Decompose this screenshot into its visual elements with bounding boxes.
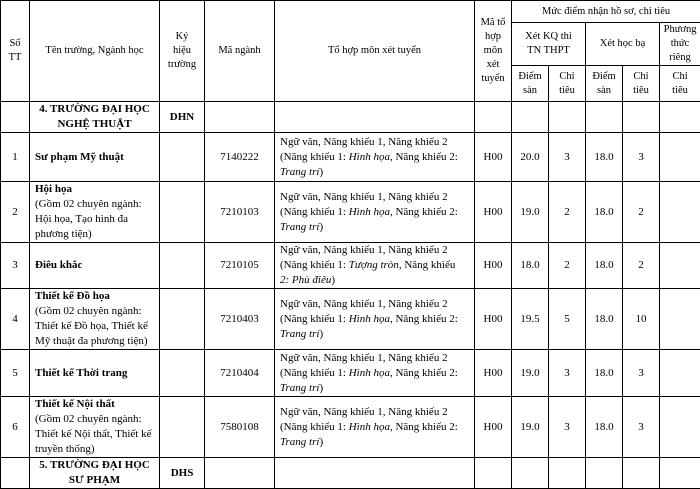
row-ma-to-hop: H00 bbox=[475, 350, 512, 397]
header-diem-san-hb: Điểm sàn bbox=[586, 66, 623, 102]
row-ma-to-hop: H00 bbox=[475, 397, 512, 458]
header-row-1 bbox=[1, 1, 700, 23]
row-to-hop: Ngữ văn, Năng khiếu 1, Năng khiếu 2 (Năng khiếu 1: Hình họa, Năng khiếu 2: Trang trí) bbox=[275, 182, 475, 243]
row-rieng bbox=[660, 289, 700, 350]
row-name: Thiết kế Thời trang bbox=[30, 350, 160, 397]
row-diem-hb: 18.0 bbox=[586, 350, 623, 397]
row-ma-to-hop: H00 bbox=[475, 133, 512, 182]
header-muc-diem: Mức điểm nhận hồ sơ, chỉ tiêu bbox=[512, 1, 700, 23]
row-ct-thpt: 3 bbox=[549, 397, 586, 458]
row-diem-hb: 18.0 bbox=[586, 397, 623, 458]
row-diem-hb: 18.0 bbox=[586, 133, 623, 182]
row-rieng bbox=[660, 243, 700, 289]
section-name: 4. TRƯỜNG ĐẠI HỌC NGHỆ THUẬT bbox=[30, 102, 160, 133]
row-ma-to-hop: H00 bbox=[475, 243, 512, 289]
row-diem-thpt: 19.0 bbox=[512, 350, 549, 397]
row-to-hop: Ngữ văn, Năng khiếu 1, Năng khiếu 2 (Năng khiếu 1: Hình họa, Năng khiếu 2: Trang trí) bbox=[275, 133, 475, 182]
header-to-hop: Tổ hợp môn xét tuyển bbox=[275, 1, 475, 102]
row-name: Thiết kế Nội thất (Gồm 02 chuyên ngành: Thiết kế Nội thất, Thiết kế truyền thống) bbox=[30, 397, 160, 458]
row-diem-thpt: 19.0 bbox=[512, 182, 549, 243]
table-row bbox=[1, 182, 700, 243]
row-stt: 3 bbox=[1, 243, 30, 289]
table-row bbox=[1, 289, 700, 350]
row-ct-thpt: 2 bbox=[549, 243, 586, 289]
row-name: Thiết kế Đồ họa (Gồm 02 chuyên ngành: Thiết kế Đồ họa, Thiết kế Mỹ thuật đa phương tiện) bbox=[30, 289, 160, 350]
row-rieng bbox=[660, 133, 700, 182]
row-diem-thpt: 20.0 bbox=[512, 133, 549, 182]
row-ct-hb: 10 bbox=[623, 289, 660, 350]
header-diem-san-thpt: Điểm sàn bbox=[512, 66, 549, 102]
row-ct-thpt: 5 bbox=[549, 289, 586, 350]
row-name: Hội họa (Gồm 02 chuyên ngành: Hội họa, Tạo hình đa phương tiện) bbox=[30, 182, 160, 243]
row-rieng bbox=[660, 397, 700, 458]
section-name: 5. TRƯỜNG ĐẠI HỌC SƯ PHẠM bbox=[30, 458, 160, 489]
header-ma-nganh: Mã ngành bbox=[205, 1, 275, 102]
row-ma-nganh: 7210403 bbox=[205, 289, 275, 350]
table-row bbox=[1, 350, 700, 397]
row-diem-thpt: 18.0 bbox=[512, 243, 549, 289]
section-code: DHN bbox=[160, 102, 205, 133]
header-ma-to-hop: Mã tổ hợp môn xét tuyển bbox=[475, 1, 512, 102]
row-ct-thpt: 3 bbox=[549, 133, 586, 182]
row-ma-to-hop: H00 bbox=[475, 182, 512, 243]
row-name: Sư phạm Mỹ thuật bbox=[30, 133, 160, 182]
row-diem-hb: 18.0 bbox=[586, 243, 623, 289]
section-row bbox=[1, 458, 700, 489]
row-ct-hb: 3 bbox=[623, 350, 660, 397]
row-diem-hb: 18.0 bbox=[586, 182, 623, 243]
header-stt: Số TT bbox=[1, 1, 30, 102]
header-xet-hoc-ba: Xét học bạ bbox=[586, 23, 660, 66]
row-to-hop: Ngữ văn, Năng khiếu 1, Năng khiếu 2 (Năng khiếu 1: Hình họa, Năng khiếu 2: Trang trí) bbox=[275, 397, 475, 458]
row-stt: 5 bbox=[1, 350, 30, 397]
table-row bbox=[1, 243, 700, 289]
row-ct-thpt: 3 bbox=[549, 350, 586, 397]
row-stt: 2 bbox=[1, 182, 30, 243]
row-ct-hb: 2 bbox=[623, 182, 660, 243]
row-ma-to-hop: H00 bbox=[475, 289, 512, 350]
row-to-hop: Ngữ văn, Năng khiếu 1, Năng khiếu 2 (Năng khiếu 1: Tượng tròn, Năng khiếu 2: Phù điêu) bbox=[275, 243, 475, 289]
row-ct-thpt: 2 bbox=[549, 182, 586, 243]
header-chi-tieu-rieng: Chỉ tiêu bbox=[660, 66, 700, 102]
row-rieng bbox=[660, 350, 700, 397]
header-phuong-thuc-rieng: Phương thức riêng bbox=[660, 23, 700, 66]
row-rieng bbox=[660, 182, 700, 243]
row-ma-nganh: 7140222 bbox=[205, 133, 275, 182]
row-ct-hb: 3 bbox=[623, 397, 660, 458]
row-name: Điêu khắc bbox=[30, 243, 160, 289]
row-diem-thpt: 19.0 bbox=[512, 397, 549, 458]
row-to-hop: Ngữ văn, Năng khiếu 1, Năng khiếu 2 (Năng khiếu 1: Hình họa, Năng khiếu 2: Trang trí) bbox=[275, 350, 475, 397]
row-ma-nganh: 7210404 bbox=[205, 350, 275, 397]
header-ten-truong: Tên trường, Ngành học bbox=[30, 1, 160, 102]
row-ma-nganh: 7210105 bbox=[205, 243, 275, 289]
row-ct-hb: 3 bbox=[623, 133, 660, 182]
row-to-hop: Ngữ văn, Năng khiếu 1, Năng khiếu 2 (Năng khiếu 1: Hình họa, Năng khiếu 2: Trang trí) bbox=[275, 289, 475, 350]
header-ky-hieu: Ký hiệu trường bbox=[160, 1, 205, 102]
header-chi-tieu-thpt: Chỉ tiêu bbox=[549, 66, 586, 102]
row-stt: 6 bbox=[1, 397, 30, 458]
table-row bbox=[1, 397, 700, 458]
section-code: DHS bbox=[160, 458, 205, 489]
row-diem-thpt: 19.5 bbox=[512, 289, 549, 350]
row-stt: 1 bbox=[1, 133, 30, 182]
row-ct-hb: 2 bbox=[623, 243, 660, 289]
header-xet-kq-thi: Xét KQ thi TN THPT bbox=[512, 23, 586, 66]
section-row bbox=[1, 102, 700, 133]
row-ma-nganh: 7210103 bbox=[205, 182, 275, 243]
header-chi-tieu-hb: Chỉ tiêu bbox=[623, 66, 660, 102]
row-diem-hb: 18.0 bbox=[586, 289, 623, 350]
row-ma-nganh: 7580108 bbox=[205, 397, 275, 458]
table-row bbox=[1, 133, 700, 182]
row-stt: 4 bbox=[1, 289, 30, 350]
